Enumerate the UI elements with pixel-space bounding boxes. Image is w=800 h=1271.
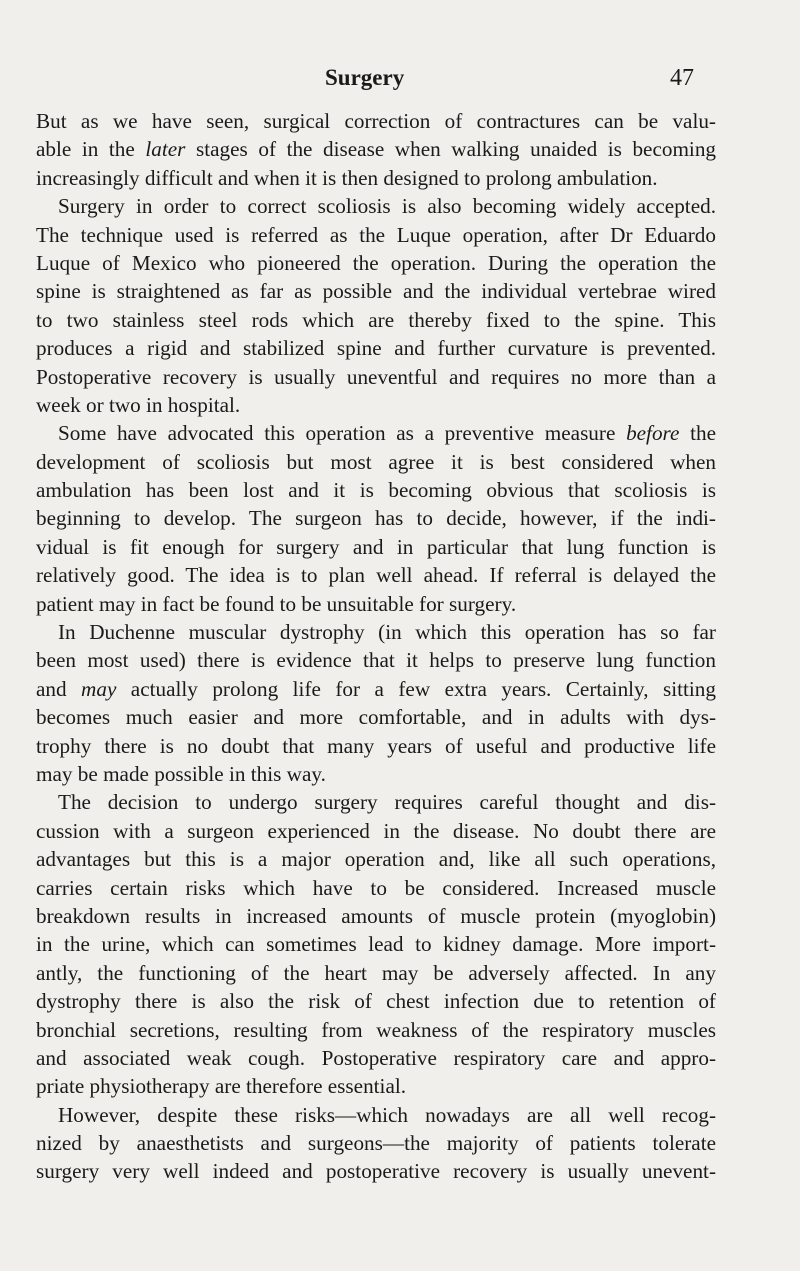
text-line: nized by anaesthetists and surgeons—the majority of patients tolerate: [36, 1131, 716, 1156]
text-line: But as we have seen, surgical correction of contractures can be valu-: [36, 109, 716, 133]
text-line: spine is straightened as far as possible and the individual vertebrae wired: [36, 279, 716, 304]
text-line: Luque of Mexico who pioneered the operation. During the operation the: [36, 250, 716, 275]
text-line: The decision to undergo surgery requires careful thought and dis-: [58, 790, 716, 815]
text-line: antly, the functioning of the heart may be adversely affected. In any: [36, 960, 716, 985]
text-line: priate physiotherapy are therefore essential.: [36, 1074, 407, 1099]
text-line: increasingly difficult and when it is then designed to prolong ambulation.: [36, 165, 658, 190]
text-line: vidual is fit enough for surgery and in particular that lung function is: [36, 534, 716, 559]
text-line: relatively good. The idea is to plan well ahead. If referral is delayed the: [36, 563, 716, 588]
text-line: produces a rigid and stabilized spine and further curvature is prevented.: [36, 336, 716, 361]
text-line: cussion with a surgeon experienced in the disease. No doubt there are: [36, 818, 716, 843]
text-line: The technique used is referred as the Luque operation, after Dr Eduardo: [36, 222, 716, 247]
text-line: carries certain risks which have to be considered. Increased muscle: [36, 875, 716, 900]
text-line: dystrophy there is also the risk of chest infection due to retention of: [36, 989, 716, 1014]
page-number: 47: [670, 65, 694, 91]
text-line: and associated weak cough. Postoperative respiratory care and appro-: [36, 1045, 716, 1070]
text-line: becomes much easier and more comfortable, and in adults with dys-: [36, 705, 716, 730]
text-line: patient may in fact be found to be unsuitable for surgery.: [36, 591, 517, 616]
text-line: may be made possible in this way.: [36, 761, 326, 786]
emphasis-before: before: [626, 421, 680, 446]
text-line: surgery very well indeed and postoperative recovery is usually unevent-: [36, 1159, 716, 1184]
text-line: bronchial secretions, resulting from weakness of the respiratory muscles: [36, 1017, 716, 1042]
text-line: However, despite these risks—which nowadays are all well recog-: [58, 1102, 716, 1127]
text-line: week or two in hospital.: [36, 392, 241, 417]
text-line-with-emphasis: and may actually prolong life for a few extra years. Certainly, sitting: [36, 676, 716, 701]
text-line: advantages but this is a major operation and, like all such operations,: [36, 847, 716, 872]
text-line: beginning to develop. The surgeon has to decide, however, if the indi-: [36, 506, 716, 531]
emphasis-may: may: [81, 676, 117, 701]
text-line: Surgery in order to correct scoliosis is also becoming widely accepted.: [58, 194, 716, 219]
page-header: [0, 58, 800, 98]
text-line-with-emphasis: able in the later stages of the disease when walking unaided is becoming: [36, 137, 717, 162]
body-text: [36, 107, 716, 1186]
text-line-with-emphasis: Some have advocated this operation as a preventive measure before the: [58, 421, 716, 446]
text-line: development of scoliosis but most agree it is best considered when: [36, 449, 716, 474]
text-line: breakdown results in increased amounts of muscle protein (myoglobin): [36, 903, 716, 928]
text-line: been most used) there is evidence that it helps to preserve lung function: [36, 648, 716, 673]
text-line: in the urine, which can sometimes lead to kidney damage. More import-: [36, 932, 716, 957]
text-line: trophy there is no doubt that many years of useful and productive life: [36, 733, 716, 758]
text-line: ambulation has been lost and it is becoming obvious that scoliosis is: [36, 478, 716, 503]
text-line: Postoperative recovery is usually uneventful and requires no more than a: [36, 364, 716, 389]
emphasis-later: later: [145, 137, 186, 162]
running-title: Surgery: [325, 65, 405, 90]
text-line: to two stainless steel rods which are thereby fixed to the spine. This: [36, 307, 716, 332]
text-line: In Duchenne muscular dystrophy (in which this operation has so far: [58, 620, 716, 645]
